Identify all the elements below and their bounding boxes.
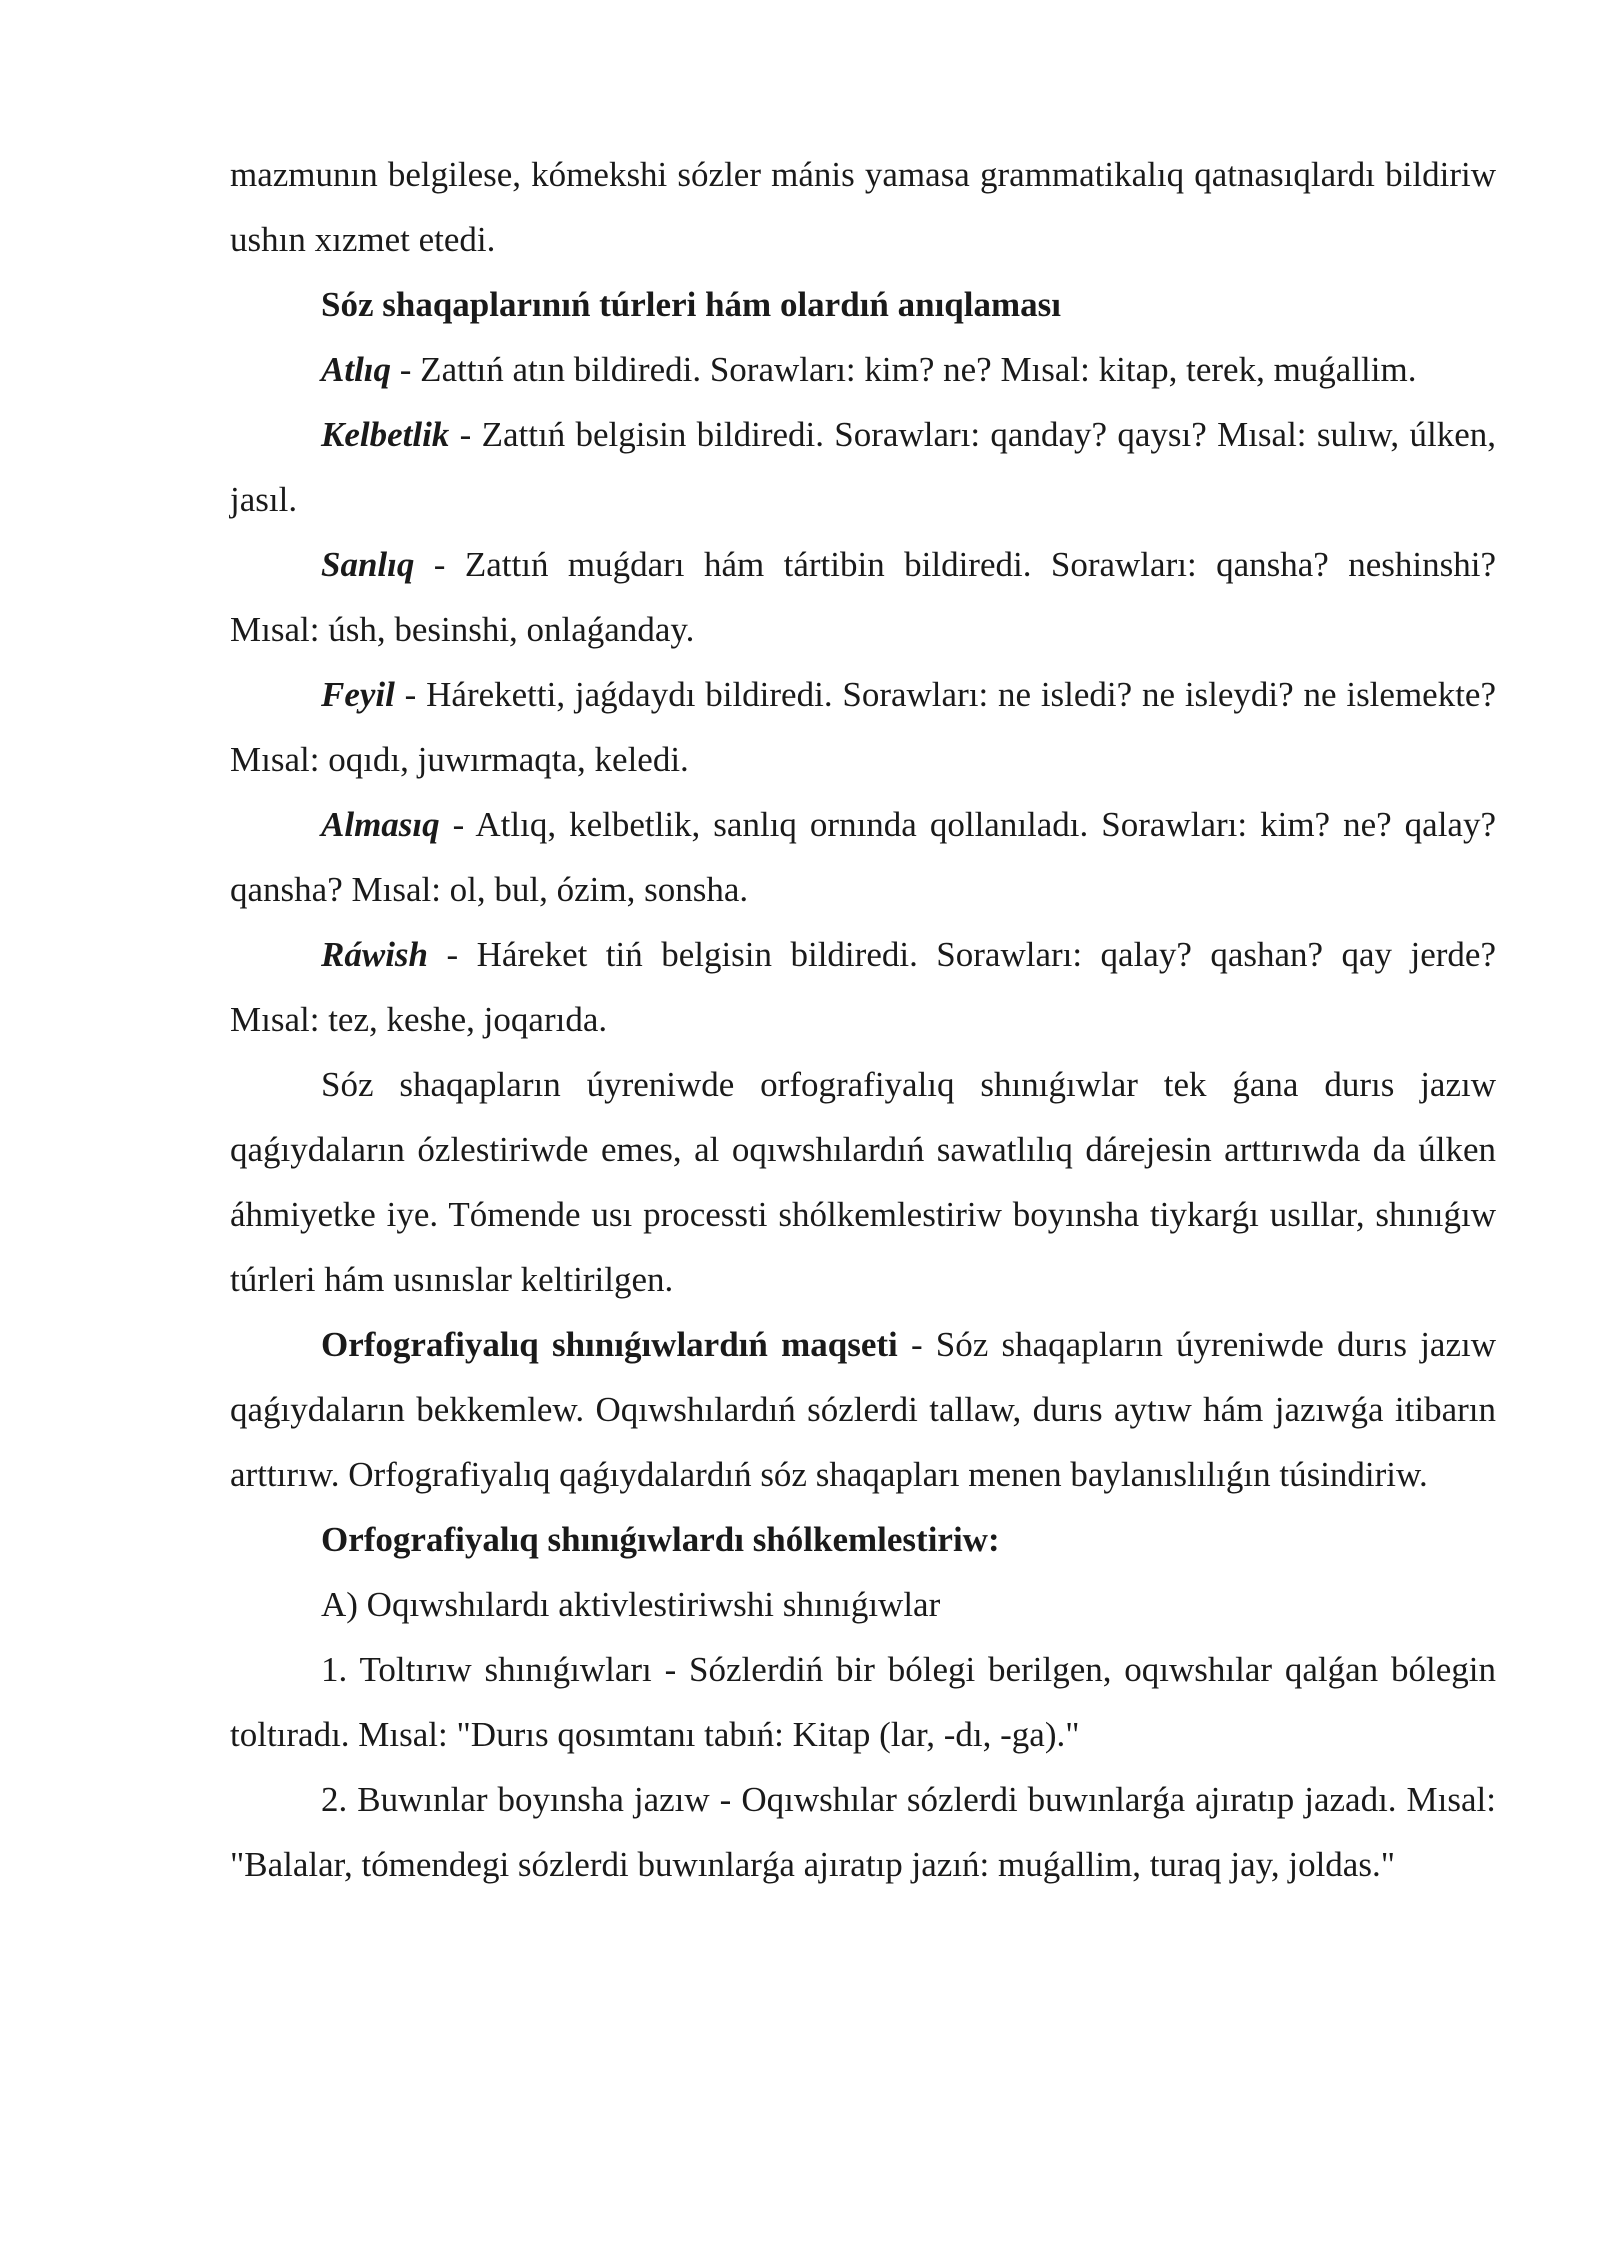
part-definition-feyil <box>230 662 1496 792</box>
section-a-title: A) Oqıwshılardı aktivlestiriwshi shınıǵıwlar <box>321 1585 941 1624</box>
part-text: - Zattıń belgisin bildiredi. Sorawları: qanday? qaysı? Mısal: sulıw, úlken, jasıl. <box>230 415 1496 519</box>
part-definition-rawish <box>230 922 1496 1052</box>
document-page <box>230 142 1496 1897</box>
part-term: Feyil <box>321 675 395 714</box>
part-text: - Zattıń atın bildiredi. Sorawları: kim? ne? Mısal: kitap, terek, muǵallim. <box>391 350 1417 389</box>
exercise-item-2: 2. Buwınlar boyınsha jazıw - Oqıwshılar sózlerdi buwınlarǵa ajıratıp jazadı. Mısal: "Balalar, tómendegi sózlerdi buwınlarǵa ajıratıp jazıń: muǵallim, turaq jay, joldas." <box>230 1780 1496 1884</box>
goal-text: - Sóz shaqapların úyreniwde durıs jazıw qaǵıydaların bekkemlew. Oqıwshılardıń sózlerdi tallaw, durıs aytıw hám jazıwǵa itibarın arttırıw. Orfografiyalıq qaǵıydalardıń sóz shaqapları menen baylanıslılıǵın túsindiriw. <box>230 1325 1496 1494</box>
goal-paragraph <box>230 1312 1496 1507</box>
part-definition-atliq <box>230 337 1496 402</box>
part-term: Kelbetlik <box>321 415 450 454</box>
part-text: - Zattıń muǵdarı hám tártibin bildiredi. Sorawları: qansha? neshinshi? Mısal: úsh, besinshi, onlaǵanday. <box>230 545 1496 649</box>
part-text: - Háreket tiń belgisin bildiredi. Sorawları: qalay? qashan? qay jerde? Mısal: tez, keshe, joqarıda. <box>230 935 1496 1039</box>
part-definition-sanliq <box>230 532 1496 662</box>
part-text: - Háreketti, jaǵdaydı bildiredi. Sorawları: ne isledi? ne isleydi? ne islemekte? Mısal: oqıdı, juwırmaqta, keledi. <box>230 675 1496 779</box>
part-term: Ráwish <box>321 935 428 974</box>
intro-paragraph: mazmunın belgilese, kómekshi sózler mánis yamasa grammatikalıq qatnasıqlardı bildiriw ushın xızmet etedi. <box>230 155 1496 259</box>
part-term: Almasıq <box>321 805 440 844</box>
goal-label: Orfografiyalıq shınıǵıwlardıń maqseti <box>321 1325 898 1364</box>
part-term: Atlıq <box>321 350 392 389</box>
parts-heading: Sóz shaqaplarınıń túrleri hám olardıń anıqlaması <box>321 285 1061 324</box>
organization-heading: Orfografiyalıq shınıǵıwlardı shólkemlestiriw: <box>321 1520 1000 1559</box>
part-definition-almasiq <box>230 792 1496 922</box>
part-text: - Atlıq, kelbetlik, sanlıq ornında qollanıladı. Sorawları: kim? ne? qalay? qansha? Mısal: ol, bul, ózim, sonsha. <box>230 805 1496 909</box>
exercise-item-1: 1. Toltırıw shınıǵıwları - Sózlerdiń bir bólegi berilgen, oqıwshılar qalǵan bólegin toltıradı. Mısal: "Durıs qosımtanı tabıń: Kitap (lar, -dı, -ga)." <box>230 1650 1496 1754</box>
part-term: Sanlıq <box>321 545 415 584</box>
part-definition-kelbetlik <box>230 402 1496 532</box>
study-paragraph: Sóz shaqapların úyreniwde orfografiyalıq shınıǵıwlar tek ǵana durıs jazıw qaǵıydaların ózlestiriwde emes, al oqıwshılardıń sawatlılıq dárejesin arttırıwda da úlken áhmiyetke iye. Tómende usı processti shólkemlestiriw boyınsha tiykarǵı usıllar, shınıǵıw túrleri hám usınıslar keltirilgen. <box>230 1065 1496 1299</box>
